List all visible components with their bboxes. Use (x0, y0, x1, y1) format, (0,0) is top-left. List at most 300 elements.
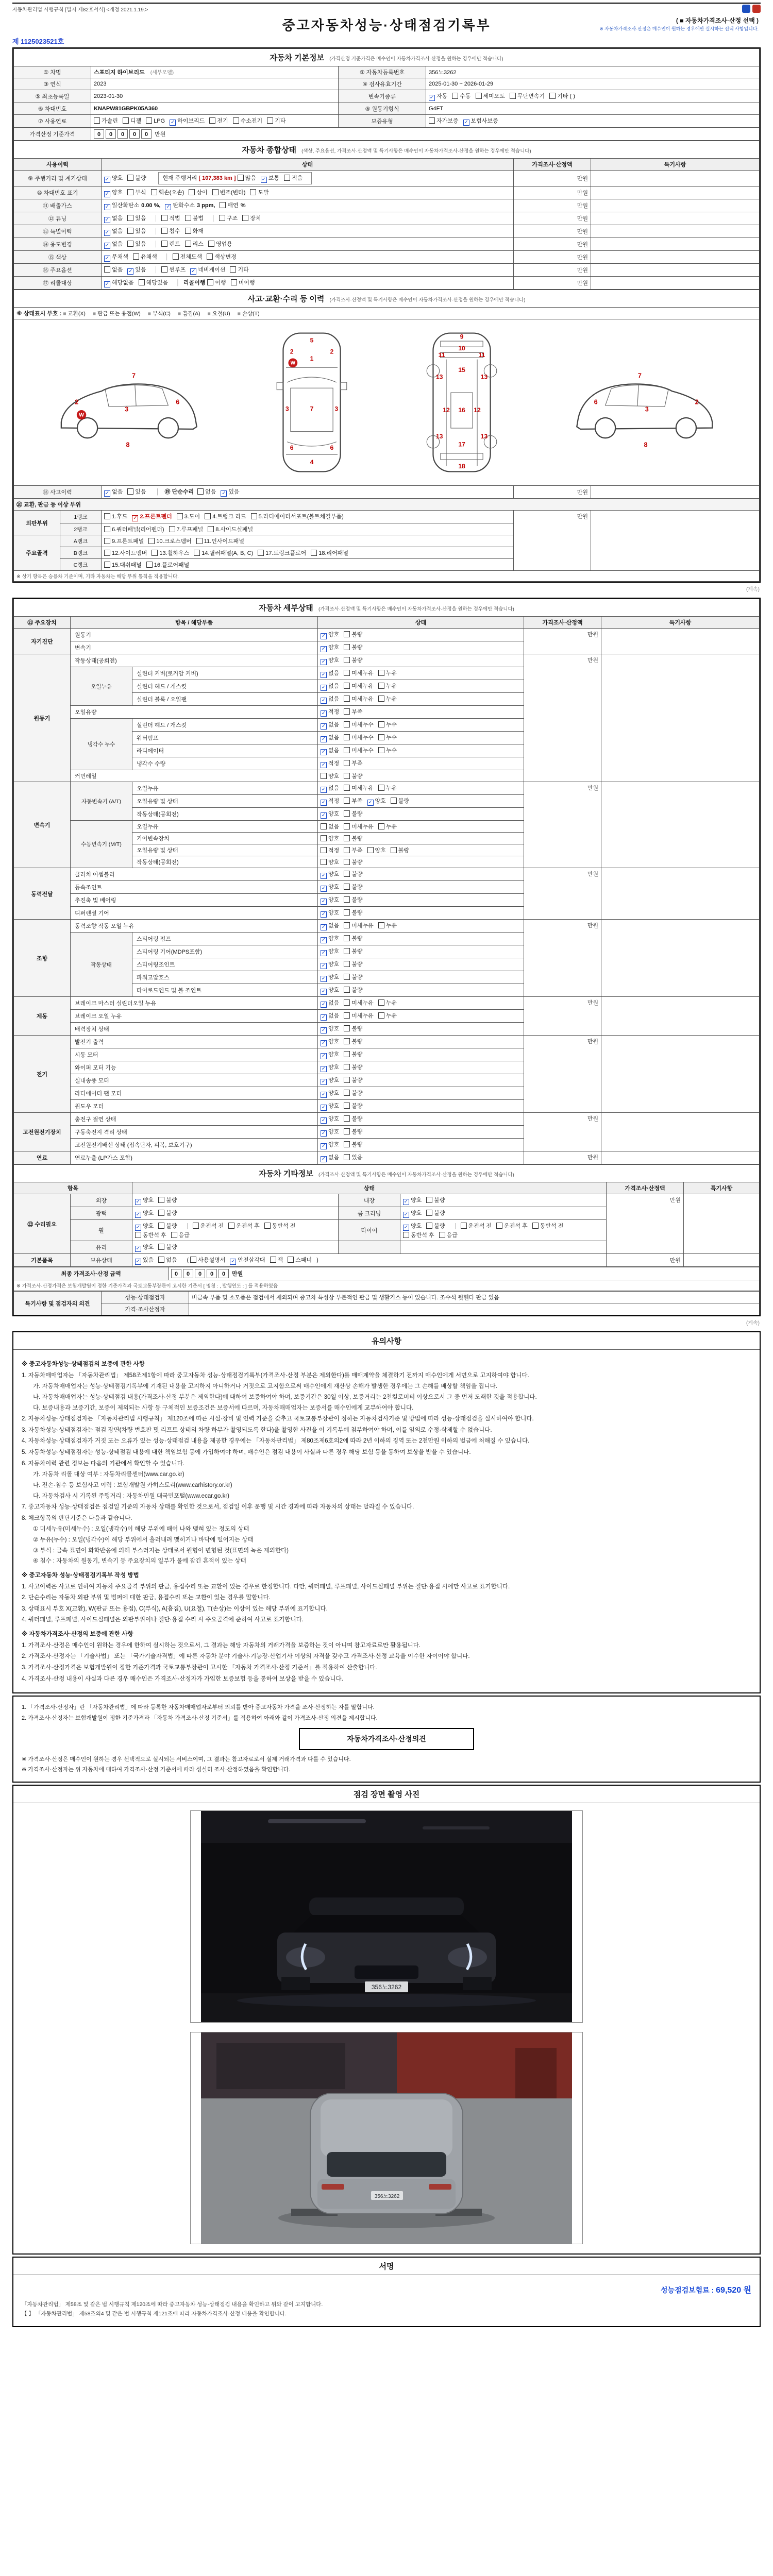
price-cell: 만원 (514, 199, 591, 212)
accident-history-table (13, 290, 760, 582)
checkbox-option (104, 537, 144, 545)
simple-repair-label: ⑲ 단순수리 (164, 489, 194, 495)
option-label: 양호 (112, 190, 123, 196)
item-label: 스티어링 기어(MDPS포함) (132, 945, 318, 958)
remark-cell (591, 264, 760, 277)
option-label: 양호 (375, 848, 386, 854)
price-cell: 만원 (514, 187, 591, 199)
legend-item: ■ 흠집(A) (178, 311, 200, 317)
option-label: 누유 (385, 785, 397, 791)
checkbox-unchecked-icon (267, 117, 273, 124)
option-label: 세미오토 (483, 93, 506, 99)
option-label: 양호 (143, 1223, 154, 1229)
notice-line: ① 미세누유(미세누수) : 오일(냉각수)이 해당 부위에 배어 나와 맺혀 있는 정도의 상태 (33, 1526, 249, 1533)
insurance-fee-label: 성능점검보험료 : (661, 2285, 714, 2294)
checkbox-option (127, 487, 146, 496)
checkbox-option (344, 707, 362, 716)
page2-box (12, 598, 761, 1316)
text-element: 6 (594, 398, 598, 406)
inspector-remark-text: 비금속 부품 및 소모품은 점검에서 제외되며 중고차 특성상 부분적인 판금 및 생활기스 등이 있습니다. 조수석 뒷휀다 판금 있음 (189, 1292, 760, 1303)
checkbox-option (344, 1050, 362, 1058)
checkbox-option (461, 1222, 492, 1230)
checkbox-unchecked-icon (344, 696, 350, 702)
notice-line: 8. 체크항목의 판단기준은 다음과 같습니다. (22, 1515, 132, 1521)
checkbox-unchecked-icon (228, 1223, 234, 1229)
state-cell (318, 1061, 524, 1074)
checkbox-checked-icon: ✓ (321, 963, 326, 969)
option-label: 적음 (292, 175, 303, 181)
checkbox-option (344, 669, 374, 677)
checkbox-option (344, 759, 362, 767)
option-label: 양호 (328, 987, 340, 993)
remark-cell (591, 238, 760, 251)
tr-element (14, 290, 760, 308)
option-label: 렌트 (169, 241, 180, 247)
text-element: 3 (334, 405, 338, 413)
overall-title-text: 자동차 종합상태 (242, 146, 296, 155)
option-label: 없음 (328, 670, 340, 676)
checkbox-checked-icon: ✓ (321, 659, 326, 665)
checkbox-option (321, 772, 339, 780)
checkbox-checked-icon: ✓ (321, 698, 326, 703)
item-label: 파워고압호스 (132, 971, 318, 984)
price-cell: 만원 (514, 251, 591, 264)
mileage-box (158, 172, 312, 184)
option-label: 미세누유 (351, 1000, 374, 1006)
document-topline (12, 3, 761, 13)
option-label: 있음 (228, 489, 240, 495)
opinion-line: 1. 「가격조사·산정자」란 「자동차관리법」에 따라 등록한 자동차매매업자로부터 의뢰를 받아 중고자동차 가격을 조사·산정하는 자를 말합니다. (22, 1704, 375, 1711)
checkbox-option (321, 1114, 339, 1124)
checkbox-option (344, 960, 362, 968)
item-label: 오일누유 (132, 821, 318, 833)
checkbox-unchecked-icon (344, 1141, 350, 1147)
option-label: 15.대쉬패널 (112, 562, 142, 568)
state-code-legend (14, 308, 760, 319)
option-label: 미세누유 (351, 683, 374, 689)
checkbox-checked-icon: ✓ (136, 1212, 141, 1217)
notice-line: 4. 자동차성능·상태점검자가 거짓 또는 오류가 있는 성능·상태점검 내용을 제공한 경우에는 「자동차관리법」 제80조제6호의2에 따라 2년 이하의 징역 또는 2천만원 이하의 벌금에 처해질 수 있습니다. (22, 1438, 530, 1445)
checkbox-unchecked-icon (173, 253, 179, 260)
option-label: 이행 (215, 280, 226, 286)
checkbox-unchecked-icon (127, 215, 133, 221)
device-label: 자기진단 (14, 629, 71, 654)
checkbox-unchecked-icon (344, 999, 350, 1006)
amount-digit: 0 (183, 1269, 193, 1278)
checkbox-option (104, 188, 123, 197)
first-registration-label: ⑤ 최초등록일 (14, 90, 91, 103)
group-divider: │ (154, 228, 158, 234)
price-cell: 만원 (514, 511, 591, 571)
option-label: 양호 (328, 1103, 340, 1109)
vehicle-name-value: 스포티지 하이브리드 (94, 70, 145, 76)
checkbox-unchecked-icon (104, 526, 110, 532)
checkbox-checked-icon: ✓ (321, 1092, 326, 1097)
checkbox-unchecked-icon (344, 909, 350, 916)
state-cell (102, 264, 514, 277)
device-label: 제동 (14, 997, 71, 1036)
section-title-sign: 서명 (13, 2258, 760, 2275)
checkbox-unchecked-icon (344, 773, 350, 779)
checkbox-unchecked-icon (344, 657, 350, 663)
reg-number-label: ② 자동차등록번호 (339, 66, 426, 78)
text-element: 13 (435, 373, 443, 381)
repair-group-label: ㉒ 수리필요 (14, 1194, 71, 1254)
option-label: 없음 (328, 722, 340, 728)
checkbox-checked-icon: ✓ (321, 1105, 326, 1110)
option-label: 양호 (143, 1210, 154, 1216)
final-price-table (13, 1267, 760, 1291)
notice-body (13, 1350, 760, 1692)
tbody-element (14, 511, 760, 571)
option-label: 누유 (385, 683, 397, 689)
text-element: 16 (458, 406, 465, 414)
checkbox-unchecked-icon (230, 266, 236, 273)
checkbox-option (208, 525, 253, 533)
checkbox-unchecked-icon (344, 974, 350, 980)
option-label: 해당있음 (146, 280, 169, 286)
checkbox-unchecked-icon (185, 215, 191, 221)
first-registration-value: 2023-01-30 (91, 90, 339, 103)
checkbox-option (135, 1196, 154, 1205)
item-label: 실린더 커버(로커암 커버) (132, 667, 318, 680)
section-title-detail (14, 599, 760, 617)
option-label: 불량 (351, 910, 363, 916)
text-element: W (78, 412, 84, 418)
checkbox-option (344, 1076, 362, 1084)
checkbox-option (194, 549, 253, 557)
checkbox-checked-icon: ✓ (170, 120, 175, 125)
accident-history-label: ⑱ 사고이력 (14, 486, 102, 499)
price-cell: 만원 (524, 654, 601, 782)
checkbox-option (139, 278, 169, 286)
etc-info-table (13, 1164, 760, 1267)
checkbox-option (135, 1209, 154, 1218)
car-side-right-diagram (568, 352, 723, 453)
rect-element (322, 2184, 344, 2190)
detail-row (14, 920, 760, 933)
option-label: 양호 (328, 773, 340, 779)
checkbox-option (185, 214, 204, 222)
checkbox-option (104, 278, 134, 287)
checkbox-option (197, 487, 216, 496)
tbody-element (14, 599, 760, 629)
checkbox-unchecked-icon (212, 189, 219, 195)
checkbox-unchecked-icon (344, 810, 350, 817)
usage-history-label: ⑯ 주요옵션 (14, 264, 102, 277)
basic-title-note: (가격산정 기준가격은 매수인이 자동차가격조사·산정을 원하는 경우에만 적습니다) (329, 56, 503, 62)
option-label: 16.플로어패널 (154, 562, 190, 568)
tr-element (14, 49, 760, 66)
rank-label: C랭크 (60, 559, 102, 571)
notice-line: 3. 상태표시 부호 X(교환), W(판금 또는 용접), C(부식), A(흠집), U(요철), T(손상)는 이상이 있는 해당 부위에 표기합니다. (22, 1605, 328, 1612)
ellipse-element (448, 1947, 487, 1968)
checkbox-unchecked-icon (426, 1210, 432, 1216)
checkbox-unchecked-icon (510, 93, 516, 99)
remark-row (14, 1292, 760, 1303)
photo-plate-text: 356노3262 (371, 1983, 402, 1991)
state-cell (318, 757, 524, 770)
notice-box (12, 1331, 761, 1693)
notice-line: 가. 자동차매매업자는 성능·상태점검기록부에 기재된 내용을 고지하지 아니하거나 거짓으로 고지함으로써 매수인에게 재산상 손해가 발생한 경우에는 그 손해를 배상할 책임을 집니다. (33, 1383, 497, 1390)
checkbox-option (344, 1063, 362, 1071)
option-label: 양호 (328, 1116, 340, 1122)
state-cell (318, 868, 524, 881)
checkbox-option (173, 252, 203, 261)
checkbox-option (344, 1011, 374, 1020)
checkbox-option (104, 201, 160, 210)
rank-items (102, 511, 514, 523)
checkbox-unchecked-icon (104, 550, 110, 556)
group-divider: │ (165, 254, 169, 260)
checkbox-option (378, 998, 397, 1007)
item-label: 라디에이터 (132, 744, 318, 757)
checkbox-checked-icon: ✓ (261, 177, 266, 182)
checkbox-unchecked-icon (344, 1090, 350, 1096)
text-element: 9 (460, 333, 463, 341)
price-cell: 만원 (514, 212, 591, 225)
checkbox-unchecked-icon (344, 961, 350, 967)
item-label: 커먼레일 (71, 770, 318, 782)
option-label: 보통 (268, 175, 280, 181)
option-label: 불량 (351, 897, 363, 903)
price-opinion-title: 자동차가격조사·산정의견 (299, 1728, 474, 1750)
checkbox-option (476, 92, 506, 100)
checkbox-option (94, 116, 118, 125)
state-cell (318, 795, 524, 808)
item-label: 브레이크 마스터 실린더오일 누유 (71, 997, 318, 1010)
item-label: 와이퍼 모터 기능 (71, 1061, 318, 1074)
accident-title-note: (가격조사·산정액 및 특기사항은 매수인이 자동차가격조사·산정을 원하는 경우에만 적습니다) (329, 297, 526, 303)
state-cell (318, 907, 524, 920)
checkbox-unchecked-icon (321, 859, 327, 865)
holding-state-label: 보유상태 (71, 1254, 132, 1267)
item-label: 시동 모터 (71, 1048, 318, 1061)
checkbox-option (152, 549, 189, 557)
option-label: 미세누유 (351, 824, 374, 830)
checkbox-option (344, 1153, 362, 1161)
checkbox-unchecked-icon (177, 513, 183, 519)
price-cell: 만원 (524, 782, 601, 868)
legend-item: ■ 부식(C) (148, 311, 171, 317)
state-cell (318, 856, 524, 868)
subgroup-label: 오일누유 (71, 667, 132, 706)
state-cell (132, 1220, 339, 1241)
rank-label: A랭크 (60, 535, 102, 547)
checkbox-option (321, 720, 339, 730)
checkbox-option (344, 1140, 362, 1148)
text-element: 17 (458, 440, 465, 448)
option-label: 양호 (328, 961, 340, 968)
option-label: 부족 (351, 848, 363, 854)
base-price-label: 가격산정 기준가격 (14, 128, 91, 141)
remark-cell (601, 1151, 760, 1164)
option-label: 양호 (328, 1026, 340, 1032)
checkbox-option (321, 630, 339, 639)
checkbox-unchecked-icon (378, 785, 384, 791)
detail-row (14, 1151, 760, 1164)
checkbox-unchecked-icon (161, 266, 167, 273)
checkbox-checked-icon: ✓ (321, 1066, 326, 1072)
model-year-value: 2023 (91, 78, 339, 90)
state-cell (102, 199, 514, 212)
checkbox-option (344, 682, 374, 690)
checkbox-checked-icon: ✓ (321, 787, 326, 792)
checkbox-option (205, 512, 246, 520)
checkbox-option (127, 265, 146, 275)
checkbox-option (344, 733, 374, 741)
fuel-type-label: ⑦ 사용연료 (14, 115, 91, 128)
option-label: 응급 (446, 1232, 458, 1239)
tbody-element (14, 141, 760, 171)
tbody-element (14, 1267, 760, 1291)
rank-label: 1랭크 (60, 511, 102, 523)
rect-element (201, 1811, 572, 1843)
option-label: 불량 (351, 884, 363, 890)
option-label: 불량 (351, 773, 363, 779)
checkbox-option (148, 537, 191, 545)
checkbox-checked-icon: ✓ (166, 204, 171, 210)
option-label: 양호 (143, 1244, 154, 1250)
subgroup-label: 수동변속기 (M/T) (71, 821, 132, 868)
remark-cell (601, 1113, 760, 1151)
checkbox-option (135, 1256, 154, 1265)
checkbox-option (321, 895, 339, 905)
state-cell (318, 654, 524, 667)
price-cell: 만원 (514, 171, 591, 187)
checkbox-option (161, 240, 180, 248)
checkbox-checked-icon: ✓ (404, 1199, 409, 1205)
item-label: 오일유량 (71, 706, 318, 719)
price-cell: 만원 (524, 1036, 601, 1113)
item-label: 실린더 헤드 / 개스킷 (132, 680, 318, 693)
option-label: 불량 (351, 1064, 363, 1071)
option-label: 없음 (328, 735, 340, 741)
checkbox-option (378, 822, 397, 831)
checkbox-unchecked-icon (344, 1038, 350, 1044)
option-label: 불량 (351, 1090, 363, 1096)
text-element: 7 (310, 405, 313, 413)
text-element: 7 (131, 372, 136, 380)
checkbox-option (344, 834, 362, 842)
checkbox-unchecked-icon (185, 241, 191, 247)
checkbox-unchecked-icon (193, 1223, 199, 1229)
option-label: 많음 (245, 175, 256, 181)
option-label: 불량 (166, 1244, 177, 1250)
checkbox-option (378, 682, 397, 690)
mileage-label: 현재 주행거리 (162, 175, 199, 181)
checkbox-option (123, 116, 141, 125)
item-label: 작동상태(공회전) (132, 856, 318, 868)
item-label: 원동기 (71, 629, 318, 641)
option-label: 영업용 (215, 241, 232, 247)
checkbox-option (321, 822, 339, 831)
checkbox-option (344, 998, 374, 1007)
state-cell (318, 844, 524, 856)
basic-items-row (14, 1254, 760, 1267)
amount-digit: 0 (219, 1269, 229, 1278)
checkbox-unchecked-icon (344, 935, 350, 941)
text-element: 6 (175, 398, 179, 406)
option-label: 누유 (385, 923, 397, 929)
subgroup-label: 냉각수 누수 (71, 719, 132, 770)
checkbox-unchecked-icon (344, 1012, 350, 1019)
document-number: 제 1125023521호 (12, 38, 64, 45)
option-label: 없음 (112, 215, 123, 222)
accident-history-state (102, 486, 514, 499)
option-label: 없음 (112, 228, 123, 234)
option-label: 양호 (328, 1039, 340, 1045)
tr-element (14, 141, 760, 159)
photo-frame-front (190, 1810, 583, 2023)
checkbox-option (344, 1127, 362, 1136)
part-group-label: 주요골격 (14, 535, 60, 571)
detail-title-note: (가격조사·산정액 및 특기사항은 매수인이 자동차가격조사·산정을 원하는 경우에만 적습니다) (318, 606, 514, 612)
option-label: 기타 (275, 118, 286, 124)
state-cell (400, 1194, 607, 1207)
price-cell: 만원 (524, 997, 601, 1036)
option-label: 양호 (328, 884, 340, 890)
page1-box (12, 47, 761, 583)
checkbox-checked-icon: ✓ (105, 191, 110, 197)
text-element: 12 (473, 406, 481, 414)
detail-row (14, 629, 760, 641)
option-label: 전체도색 (180, 254, 203, 260)
option-label: 없음 (328, 824, 340, 830)
detail-state-table (13, 599, 760, 1164)
amount-digit: 0 (129, 129, 140, 139)
checkbox-option (463, 116, 498, 126)
checkbox-option (104, 265, 123, 274)
section-title-basic (14, 49, 760, 66)
checkbox-checked-icon: ✓ (321, 685, 326, 690)
item-label: 오일유량 및 상태 (132, 795, 318, 808)
option-label: 기타 ( ) (557, 93, 575, 99)
checkbox-checked-icon: ✓ (105, 256, 110, 261)
part-group-label: 외판부위 (14, 511, 60, 535)
state-cell (400, 1207, 607, 1220)
text-element: 18 (458, 462, 465, 470)
etc-title-note: (가격조사·산정액 및 특기사항은 매수인이 자동차가격조사·산정을 원하는 경우에만 적습니다) (318, 1172, 514, 1178)
checkbox-option (171, 1231, 190, 1239)
checkbox-option (344, 694, 374, 703)
option-label: 불량 (351, 987, 363, 993)
checkbox-unchecked-icon (321, 835, 327, 841)
option-label: 화재 (192, 228, 204, 234)
checkbox-checked-icon: ✓ (321, 899, 326, 904)
option-label: 14.필러패널(A, B, C) (201, 550, 254, 556)
inspection-photo-rear (191, 2032, 582, 2244)
car-diagram-cell (14, 319, 760, 486)
remark-cell (684, 1194, 760, 1254)
text-element: 2 (695, 398, 699, 406)
group-divider: │ (211, 215, 215, 222)
checkbox-option (378, 694, 397, 703)
checkbox-option (104, 512, 127, 520)
checkbox-checked-icon: ✓ (105, 204, 110, 210)
text-element: 5 (310, 336, 313, 344)
checkbox-unchecked-icon (104, 513, 110, 519)
option-label: 하이브리드 (177, 118, 205, 124)
tbody-element (14, 49, 760, 141)
option-label: 불량 (166, 1197, 177, 1204)
opinion-line: 2. 가격조사·산정자는 보험개발원이 정한 기준가격과 「자동차 가격조사·산정 기준서」를 적용하여 아래와 같이 가격조사·산정 의견을 제시합니다. (22, 1715, 378, 1721)
option-label: 부족 (351, 709, 363, 715)
price-cell: 만원 (607, 1194, 684, 1254)
checkbox-option (127, 188, 146, 196)
checkbox-unchecked-icon (344, 760, 350, 766)
notice-line: 나. 자동차매매업자는 성능·상태점검 내용(가격조사·산정 부분은 제외한다)에 대하여 보증하여야 하며, 보증기간은 30일 이상, 보증거리는 2천킬로미터 이상으로서 그 중 먼저 도래한 것을 적용합니다. (33, 1394, 537, 1400)
